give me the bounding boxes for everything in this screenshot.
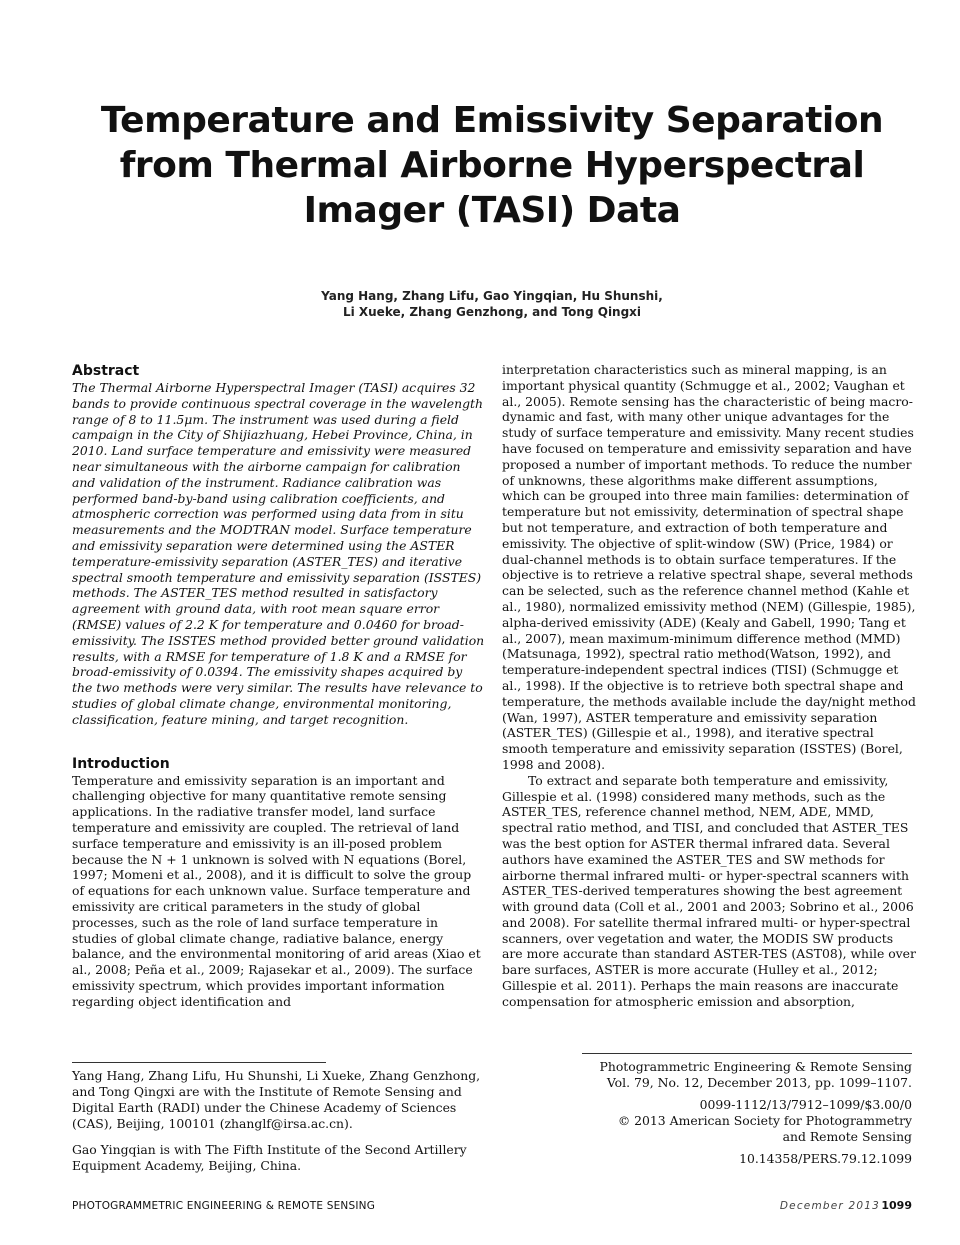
- publication-info: [552, 1059, 912, 1173]
- abstract-text: The Thermal Airborne Hyperspectral Imager (TASI) acquires 32 bands to provide continuous spectral coverage in the wavelength range of 8 to 11.5μm. The instrument was used during a field campaign in the City of Shijiazhuang, Hebei Province, China, in 2010. Land surface temperature and emissivity were measured near simultaneous with the airborne campaign for calibration and validation of the instrument. Radiance calibration was performed band-by-band using calibration coefficients, and atmospheric correction was performed using data from in situ measurements and the MODTRAN model. Surface temperature and emissivity separation were determined using the ASTER temperature-emissivity separation (ASTER_TES) and iterative spectral smooth temperature and emissivity separation (ISSTES) methods. The ASTER_TES method resulted in satisfactory agreement with ground data, with root mean square error (RMSE) values of 2.2 K for temperature and 0.0460 for broad-emissivity. The ISSTES method provided better ground validation results, with a RMSE for temperature of 1.8 K and a RMSE for broad-emissivity of 0.0394. The emissivity shapes acquired by the two methods were very similar. The results have relevance to studies of global climate change, environmental monitoring, classification, feature mining, and target recognition.: [72, 380, 485, 727]
- introduction-paragraph-1: Temperature and emissivity separation is an important and challenging objective for many quantitative remote sensing applications. In the radiative transfer model, land surface temperature and emissivity are coupled. The retrieval of land surface temperature and emissivity is an ill-posed problem because the N + 1 unknown is solved with N equations (Borel, 1997; Momeni et al., 2008), and it is difficult to solve the group of equations for each unknown value. Surface temperature and emissivity are critical parameters in the study of global processes, such as the role of land surface temperature in studies of global climate change, radiative balance, energy balance, and the environmental monitoring of arid areas (Xiao et al., 2008; Peña et al., 2009; Rajasekar et al., 2009). The surface emissivity spectrum, which provides important information regarding object identification and: [72, 772, 481, 1009]
- copyright-block: [552, 1097, 912, 1145]
- right-column: [502, 362, 916, 1010]
- author-affiliation-footnote: [72, 1068, 492, 1184]
- doi: 10.14358/PERS.79.12.1099: [739, 1151, 912, 1166]
- author-line-1: Yang Hang, Zhang Lifu, Gao Yingqian, Hu Shunshi,: [321, 289, 663, 303]
- abstract-heading: Abstract: [72, 363, 140, 379]
- footnote-rule-right: [582, 1053, 912, 1054]
- footnote-rule-left: [72, 1062, 326, 1063]
- copyright-line-2: and Remote Sensing: [782, 1129, 912, 1144]
- left-column: [72, 362, 486, 1009]
- article-code: 0099-1112/13/7912–1099/$3.00/0: [699, 1097, 912, 1112]
- introduction-heading: Introduction: [72, 755, 170, 772]
- journal-citation-line-1: Photogrammetric Engineering & Remote Sensing: [599, 1059, 912, 1074]
- page-footer: [72, 1198, 912, 1216]
- paper-title: Temperature and Emissivity Separation from Thermal Airborne Hyperspectral Imager (TASI) Data: [100, 100, 884, 231]
- journal-citation: [552, 1059, 912, 1091]
- body-paragraph-1: interpretation characteristics such as mineral mapping, is an important physical quantity (Schmugge et al., 2002; Vaughan et al., 2005). Remote sensing has the characteristic of being macro-dynamic and fast, with many other unique advantages for the study of surface temperature and emissivity. Many recent studies have focused on temperature and emissivity separation and have proposed a number of important methods. To reduce the number of unknowns, these algorithms make different assumptions, which can be grouped into three main families: determination of temperature but not emissivity, determination of spectral shape but not temperature, and extraction of both temperature and emissivity. The objective of split-window (SW) (Price, 1984) or dual-channel methods is to obtain surface temperatures. If the objective is to retrieve a relative spectral shape, several methods can be selected, such as the reference channel method (Kahle et al., 1980), normalized emissivity method (NEM) (Gillespie, 1985), alpha-derived emissivity (ADE) (Kealy and Gabell, 1990; Tang et al., 2007), mean maximum-minimum difference method (MMD) (Matsunaga, 1992), spectral ratio method(Watson, 1992), and temperature-independent spectral indices (TISI) (Schmugge et al., 1998). If the objective is to retrieve both spectral shape and temperature, the methods available include the day/night method (Wan, 1997), ASTER temperature and emissivity separation (ASTER_TES) (Gillespie et al., 1998), and iterative spectral smooth temperature and emissivity separation (ISSTES) (Borel, 1998 and 2008).: [502, 362, 916, 772]
- footer-issue-date: December 2013: [779, 1200, 880, 1212]
- author-list: [150, 288, 834, 320]
- author-line-2: Li Xueke, Zhang Genzhong, and Tong Qingxi: [342, 305, 642, 319]
- footer-journal-name: PHOTOGRAMMETRIC ENGINEERING & REMOTE SENSING: [72, 1200, 376, 1212]
- introduction-section: [72, 755, 486, 1010]
- copyright-line-1: © 2013 American Society for Photogrammetry: [617, 1113, 912, 1128]
- body-paragraph-2: To extract and separate both temperature and emissivity, Gillespie et al. (1998) considered many methods, such as the ASTER_TES, reference channel method, NEM, ADE, MMD, spectral ratio method, and TISI, and concluded that ASTER_TES was the best option for ASTER thermal infrared data. Several authors have examined the ASTER_TES and SW methods for airborne thermal infrared multi- or hyper-spectral scanners with ASTER_TES-derived temperatures showing the best agreement with ground data (Coll et al., 2001 and 2003; Sobrino et al., 2006 and 2008). For satellite thermal infrared multi- or hyper-spectral scanners, over vegetation and water, the MODIS SW products are more accurate than standard ASTER-TES (AST08), while over bare surfaces, ASTER is more accurate (Hulley et al., 2012; Gillespie et al. 2011). Perhaps the main reasons are inaccurate compensation for atmospheric emission and absorption,: [502, 772, 916, 1009]
- affiliation-paragraph-1: Yang Hang, Zhang Lifu, Hu Shunshi, Li Xueke, Zhang Genzhong, and Tong Qingxi are with the Institute of Remote Sensing and Digital Earth (RADI) under the Chinese Academy of Sciences (CAS), Beijing, 100101 (zhanglf@irsa.ac.cn).: [72, 1068, 481, 1131]
- journal-citation-line-2: Vol. 79, No. 12, December 2013, pp. 1099–1107.: [606, 1075, 912, 1090]
- affiliation-paragraph-2: Gao Yingqian is with The Fifth Institute of the Second Artillery Equipment Academy, Beijing, China.: [72, 1142, 467, 1173]
- page-number: 1099: [881, 1199, 912, 1212]
